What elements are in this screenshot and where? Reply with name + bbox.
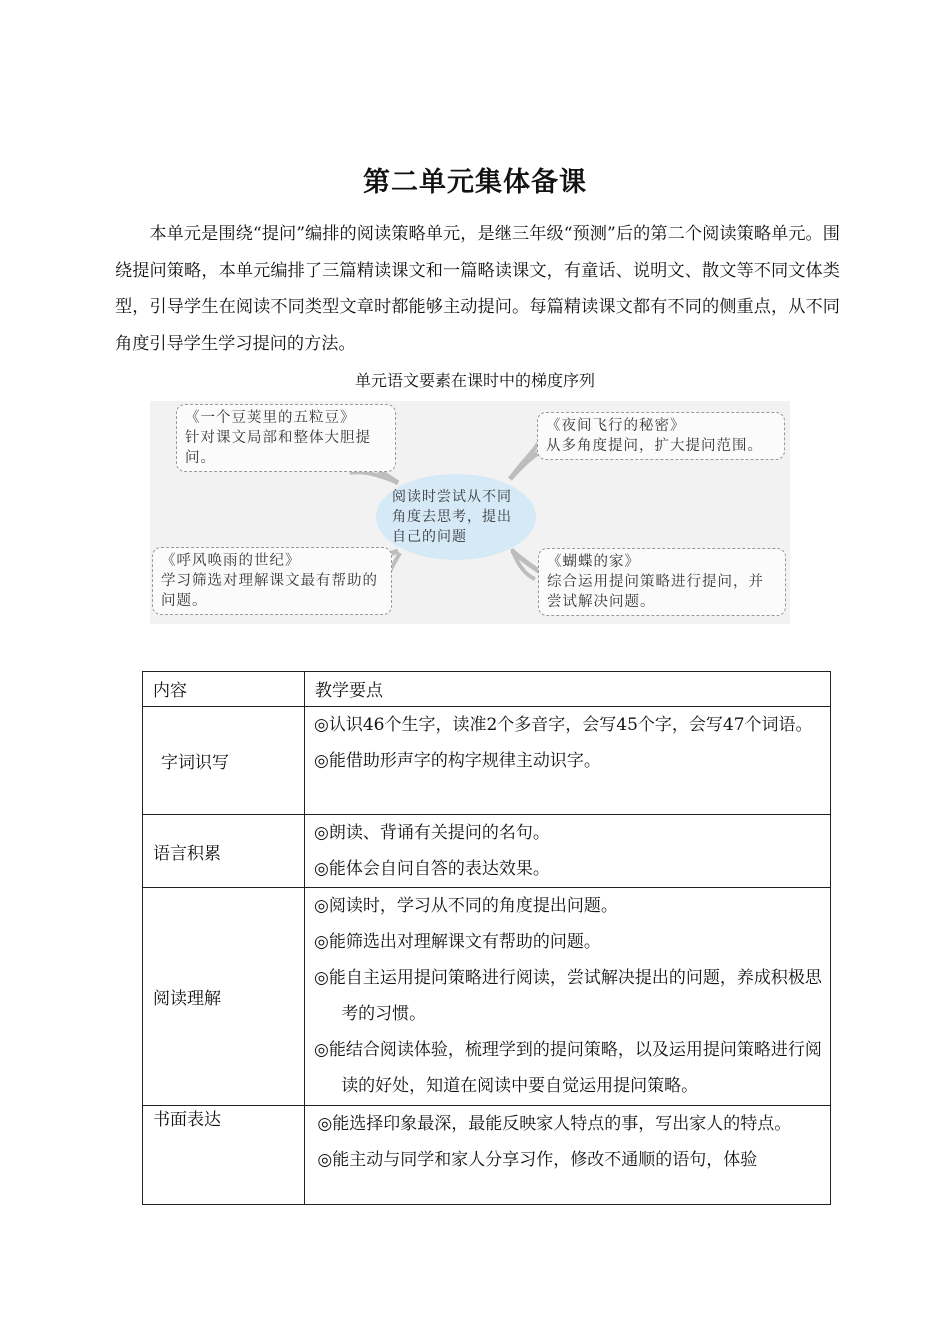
header-points: 教学要点 <box>305 672 831 707</box>
node-lesson-3-title: 《呼风唤雨的世纪》 <box>161 553 301 569</box>
table-row <box>143 815 831 888</box>
row-category: 语言积累 <box>143 815 305 888</box>
row-category: 字词识写 <box>143 707 305 815</box>
table-row <box>143 888 831 1106</box>
point-item: ◎能主动与同学和家人分享习作，修改不通顺的语句，体验 <box>317 1150 758 1170</box>
row-category: 阅读理解 <box>143 888 305 1106</box>
header-content: 内容 <box>143 672 305 707</box>
node-lesson-3 <box>152 547 392 615</box>
row-points <box>305 888 831 1106</box>
node-lesson-3-text: 学习筛选对理解课文最有帮助的问题。 <box>161 573 378 609</box>
point-item: ◎能体会自问自答的表达效果。 <box>314 859 550 879</box>
row-points <box>305 815 831 888</box>
point-item: ◎朗读、背诵有关提问的名句。 <box>314 823 550 843</box>
node-lesson-4 <box>538 548 786 616</box>
intro-paragraph: 本单元是围绕“提问”编排的阅读策略单元，是继三年级“预测”后的第二个阅读策略单元。围绕提问策略，本单元编排了三篇精读课文和一篇略读课文，有童话、说明文、散文等不同文体类型，引导学生在阅读不同类型文章时都能够主动提问。每篇精读课文都有不同的侧重点，从不同角度引导学生学习提问的方法。 <box>115 224 840 354</box>
node-lesson-2-text: 从多角度提问，扩大提问范围。 <box>546 438 763 454</box>
row-points <box>305 707 831 815</box>
node-lesson-4-text: 综合运用提问策略进行提问，并尝试解决问题。 <box>547 574 764 610</box>
point-item: ◎能自主运用提问策略进行阅读，尝试解决提出的问题，养成积极思考的习惯。 <box>314 968 822 1024</box>
node-lesson-1 <box>176 404 396 472</box>
point-item: ◎阅读时，学习从不同的角度提出问题。 <box>314 896 618 916</box>
node-lesson-1-text: 针对课文局部和整体大胆提问。 <box>185 430 371 466</box>
page-title: 第二单元集体备课 <box>363 167 587 198</box>
point-item: ◎能筛选出对理解课文有帮助的问题。 <box>314 932 601 952</box>
row-category: 书面表达 <box>143 1106 305 1205</box>
node-lesson-4-title: 《蝴蝶的家》 <box>547 554 640 570</box>
node-lesson-2 <box>537 412 785 460</box>
node-lesson-2-title: 《夜间飞行的秘密》 <box>546 418 686 434</box>
row-points <box>305 1106 831 1205</box>
point-item: ◎能借助形声字的构字规律主动识字。 <box>314 751 601 771</box>
diagram-center-goal: 阅读时尝试从不同角度去思考，提出自己的问题 <box>376 474 536 560</box>
node-lesson-1-title: 《一个豆荚里的五粒豆》 <box>185 410 356 426</box>
teaching-points-table <box>142 671 831 1205</box>
point-item: ◎认识46个生字，读准2个多音字，会写45个字，会写47个词语。 <box>314 715 813 735</box>
table-header-row <box>143 672 831 707</box>
point-item: ◎能选择印象最深，最能反映家人特点的事，写出家人的特点。 <box>317 1114 792 1134</box>
point-item: ◎能结合阅读体验，梳理学到的提问策略，以及运用提问策略进行阅读的好处，知道在阅读中要自觉运用提问策略。 <box>314 1040 822 1096</box>
table-row <box>143 707 831 815</box>
mind-map-diagram <box>150 401 790 624</box>
diagram-caption: 单元语文要素在课时中的梯度序列 <box>354 371 595 390</box>
table-row <box>143 1106 831 1205</box>
